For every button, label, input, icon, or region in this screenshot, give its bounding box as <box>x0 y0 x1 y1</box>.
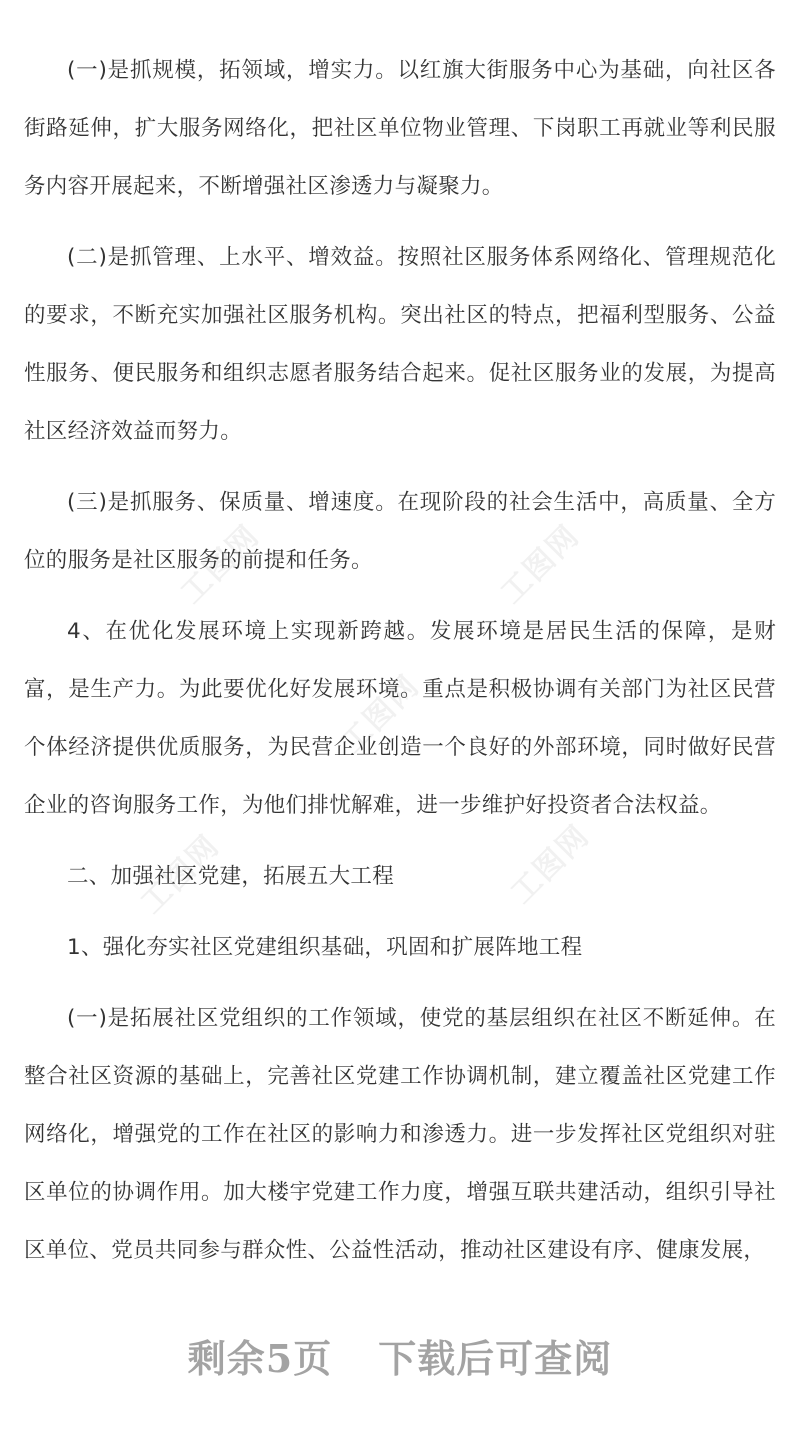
download-banner[interactable] <box>0 1328 800 1383</box>
remaining-pages-label: 剩余5页 <box>187 1336 333 1381</box>
subsection-heading: 1、强化夯实社区党建组织基础，巩固和扩展阵地工程 <box>67 935 583 960</box>
paragraph: (一)是拓展社区党组织的工作领域，使党的基层组织在社区不断延伸。在整合社区资源的基础上，完善社区党建工作协调机制，建立覆盖社区党建工作网络化，增强党的工作在社区的影响力和渗透力。进一步发挥社区党组织对驻区单位的协调作用。加大楼宇党建工作力度，增强互联共建活动，组织引导社区单位、党员共同参与群众性、公益性活动，推动社区建设有序、健康发展， <box>24 1006 776 1263</box>
section-heading: 二、加强社区党建，拓展五大工程 <box>67 864 395 889</box>
paragraph: (三)是抓服务、保质量、增速度。在现阶段的社会生活中，高质量、全方位的服务是社区服务的前提和任务。 <box>24 490 776 573</box>
watermark: 工图网 <box>174 518 267 611</box>
watermark: 工图网 <box>134 828 227 921</box>
watermark: 工图网 <box>334 668 427 761</box>
paragraph: 4、在优化发展环境上实现新跨越。发展环境是居民生活的保障，是财富，是生产力。为此要优化好发展环境。重点是积极协调有关部门为社区民营个体经济提供优质服务，为民营企业创造一个良好的外部环境，同时做好民营企业的咨询服务工作，为他们排忧解难，进一步维护好投资者合法权益。 <box>24 619 776 818</box>
document-body <box>24 42 776 1280</box>
download-to-view-label: 下载后可查阅 <box>378 1336 613 1381</box>
watermark: 工图网 <box>504 818 597 911</box>
watermark: 工图网 <box>494 518 587 611</box>
paragraph: (一)是抓规模，拓领域，增实力。以红旗大街服务中心为基础，向社区各街路延伸，扩大服务网络化，把社区单位物业管理、下岗职工再就业等利民服务内容开展起来，不断增强社区渗透力与凝聚力。 <box>24 58 776 199</box>
paragraph: (二)是抓管理、上水平、增效益。按照社区服务体系网络化、管理规范化的要求，不断充实加强社区服务机构。突出社区的特点，把福利型服务、公益性服务、便民服务和组织志愿者服务结合起来。促社区服务业的发展，为提高社区经济效益而努力。 <box>24 245 776 444</box>
